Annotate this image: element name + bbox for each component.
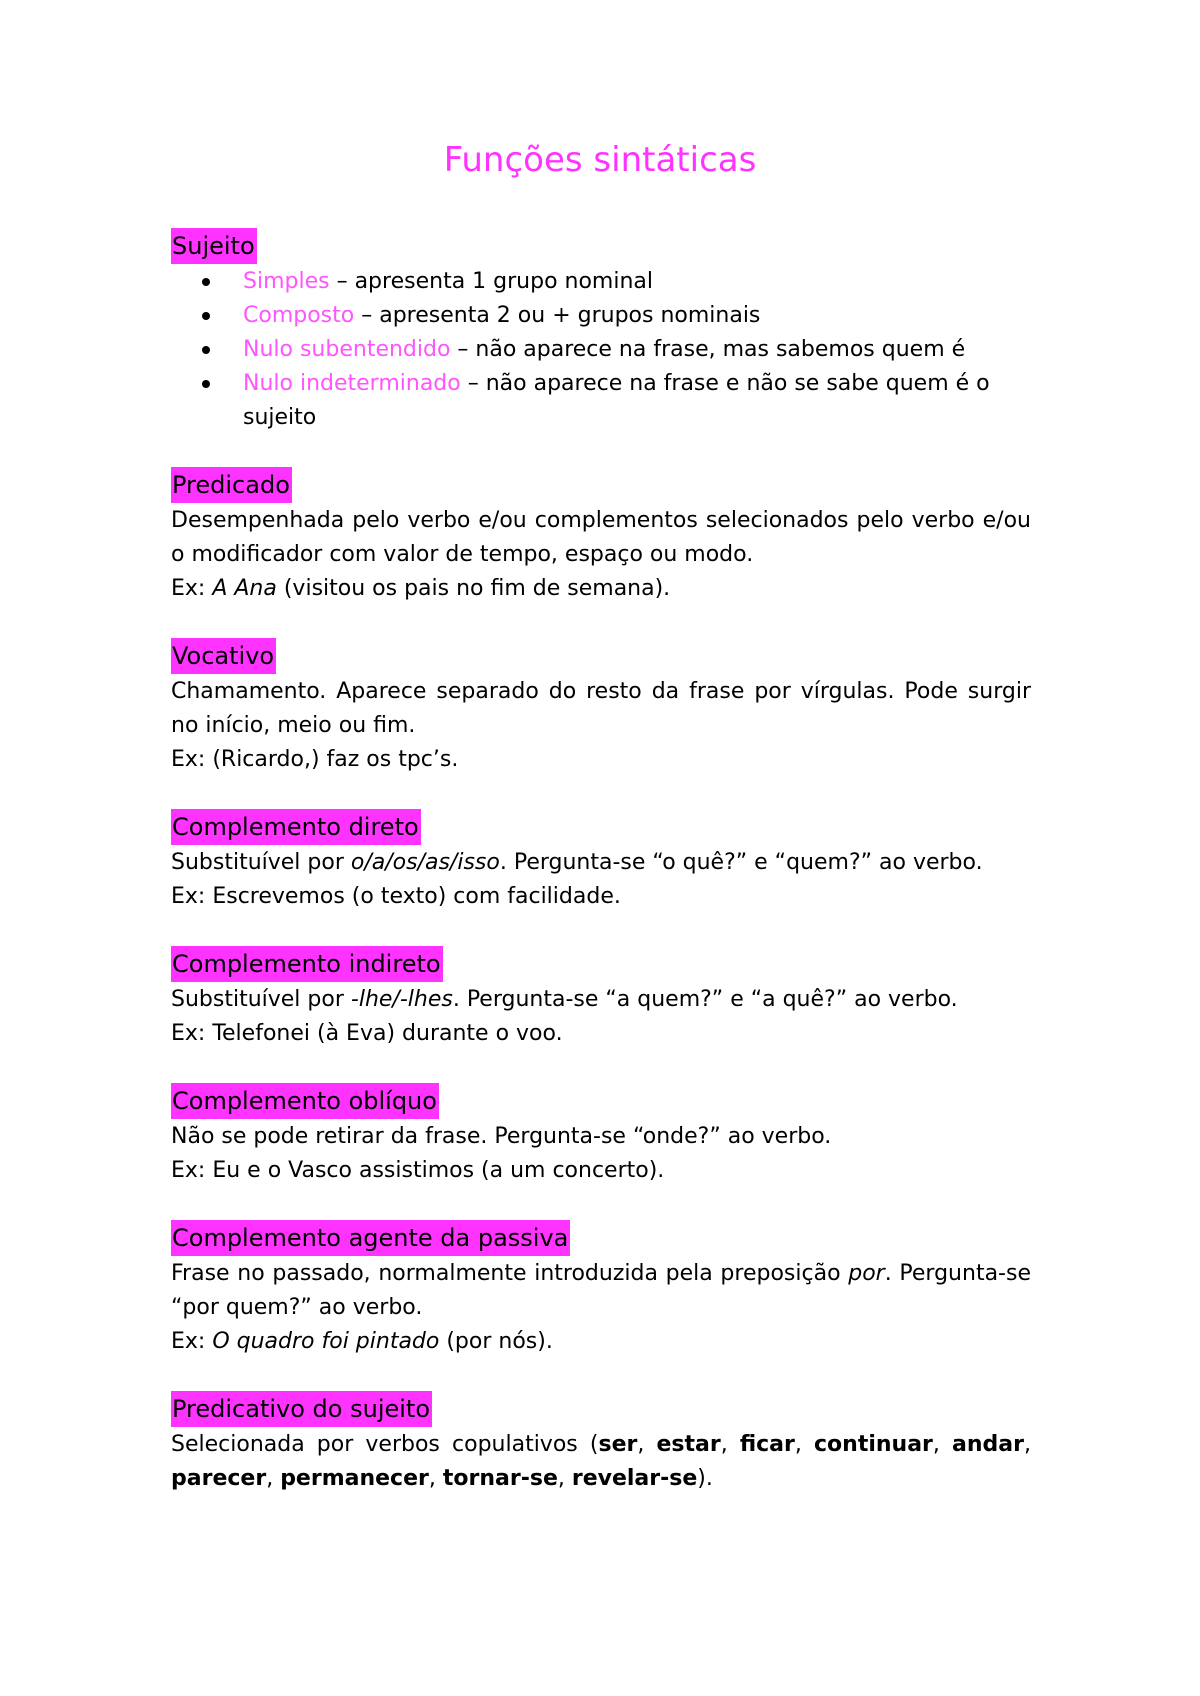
- section-example: Ex: Escrevemos (o texto) com facilidade.: [171, 884, 621, 909]
- section-description: Desempenhada pelo verbo e/ou complementos selecionados pelo verbo e/ou o modificador com valor de tempo, espaço ou modo.: [171, 508, 1031, 567]
- verb: andar: [952, 1432, 1024, 1457]
- section-description: Não se pode retirar da frase. Pergunta-se “onde?” ao verbo.: [171, 1124, 832, 1149]
- verb-separator: ,: [932, 1432, 953, 1457]
- section-heading: Vocativo: [171, 638, 276, 674]
- example-italic: O quadro foi pintado: [212, 1329, 440, 1354]
- verb-separator: ,: [637, 1432, 657, 1457]
- verb: parecer: [171, 1466, 267, 1491]
- document-body: [171, 228, 1031, 1528]
- section-heading: Complemento agente da passiva: [171, 1220, 570, 1256]
- description-part: . Pergunta-se “a quem?” e “a quê?” ao verbo.: [452, 987, 958, 1012]
- section-example: Ex: Eu e o Vasco assistimos (a um concerto).: [171, 1158, 665, 1183]
- verb-separator: ,: [1023, 1432, 1031, 1457]
- list-item: [243, 299, 1031, 333]
- sujeito-list: [171, 265, 1031, 435]
- list-item-term: Composto: [243, 303, 355, 328]
- list-item: [243, 367, 1031, 435]
- section-predicativo: [171, 1391, 1031, 1496]
- description-part: . Pergunta-se “o quê?” e “quem?” ao verbo.: [499, 850, 983, 875]
- section-heading: Predicativo do sujeito: [171, 1391, 432, 1427]
- example-italic: A Ana: [212, 576, 277, 601]
- verb: revelar-se: [571, 1466, 698, 1491]
- verb: continuar: [814, 1432, 933, 1457]
- description-italic: o/a/os/as/isso: [350, 850, 500, 875]
- section-vocativo: [171, 638, 1031, 777]
- example-rest: (visitou os pais no fim de semana).: [276, 576, 671, 601]
- section-sujeito: [171, 228, 1031, 435]
- list-item-text: – apresenta 1 grupo nominal: [329, 269, 654, 294]
- section-example: [171, 572, 1031, 606]
- list-item-term: Nulo indeterminado: [243, 371, 461, 396]
- section-heading: Predicado: [171, 467, 292, 503]
- section-complemento-obliquo: [171, 1083, 1031, 1188]
- section-description: [171, 846, 1031, 880]
- description-part: Selecionada por verbos copulativos (: [171, 1432, 599, 1457]
- list-item-text: – não aparece na frase e não se sabe quem é o sujeito: [243, 371, 990, 430]
- verb-separator: ,: [720, 1432, 740, 1457]
- section-description: [171, 983, 1031, 1017]
- section-heading: Complemento direto: [171, 809, 421, 845]
- verb: permanecer: [280, 1466, 429, 1491]
- list-item-text: – não aparece na frase, mas sabemos quem é: [450, 337, 966, 362]
- verb-separator: ,: [557, 1466, 572, 1491]
- example-rest: (por nós).: [439, 1329, 553, 1354]
- list-item: [243, 333, 1031, 367]
- section-description: Chamamento. Aparece separado do resto da frase por vírgulas. Pode surgir no início, meio ou fim.: [171, 679, 1031, 738]
- example-prefix: Ex:: [171, 1329, 213, 1354]
- verb-separator: ,: [266, 1466, 281, 1491]
- section-example: [171, 1325, 1031, 1359]
- description-part: Frase no passado, normalmente introduzida pela preposição: [171, 1261, 849, 1286]
- section-predicado: [171, 467, 1031, 606]
- page-title: Funções sintáticas: [443, 140, 757, 180]
- section-description: [171, 1428, 1031, 1496]
- verb-separator: ,: [428, 1466, 443, 1491]
- list-item: [243, 265, 1031, 299]
- description-italic: -lhe/-lhes: [350, 987, 453, 1012]
- section-example: Ex: (Ricardo,) faz os tpc’s.: [171, 747, 459, 772]
- description-part: . Pergunta-se “por quem?” ao verbo.: [171, 1261, 1031, 1320]
- verb-separator: ,: [794, 1432, 814, 1457]
- section-complemento-agente: [171, 1220, 1031, 1359]
- description-part: ).: [697, 1466, 713, 1491]
- section-description: [171, 1257, 1031, 1325]
- verb: estar: [656, 1432, 721, 1457]
- section-heading: Sujeito: [171, 228, 257, 264]
- description-italic: por: [848, 1261, 885, 1286]
- section-heading: Complemento indireto: [171, 946, 443, 982]
- section-complemento-direto: [171, 809, 1031, 914]
- description-part: Substituível por: [171, 987, 351, 1012]
- list-item-term: Nulo subentendido: [243, 337, 451, 362]
- section-heading: Complemento oblíquo: [171, 1083, 439, 1119]
- example-prefix: Ex:: [171, 576, 213, 601]
- verb: tornar-se: [442, 1466, 558, 1491]
- description-part: Substituível por: [171, 850, 351, 875]
- section-complemento-indireto: [171, 946, 1031, 1051]
- verb: ser: [598, 1432, 638, 1457]
- section-example: Ex: Telefonei (à Eva) durante o voo.: [171, 1021, 563, 1046]
- verb: ficar: [739, 1432, 795, 1457]
- list-item-text: – apresenta 2 ou + grupos nominais: [354, 303, 761, 328]
- list-item-term: Simples: [243, 269, 330, 294]
